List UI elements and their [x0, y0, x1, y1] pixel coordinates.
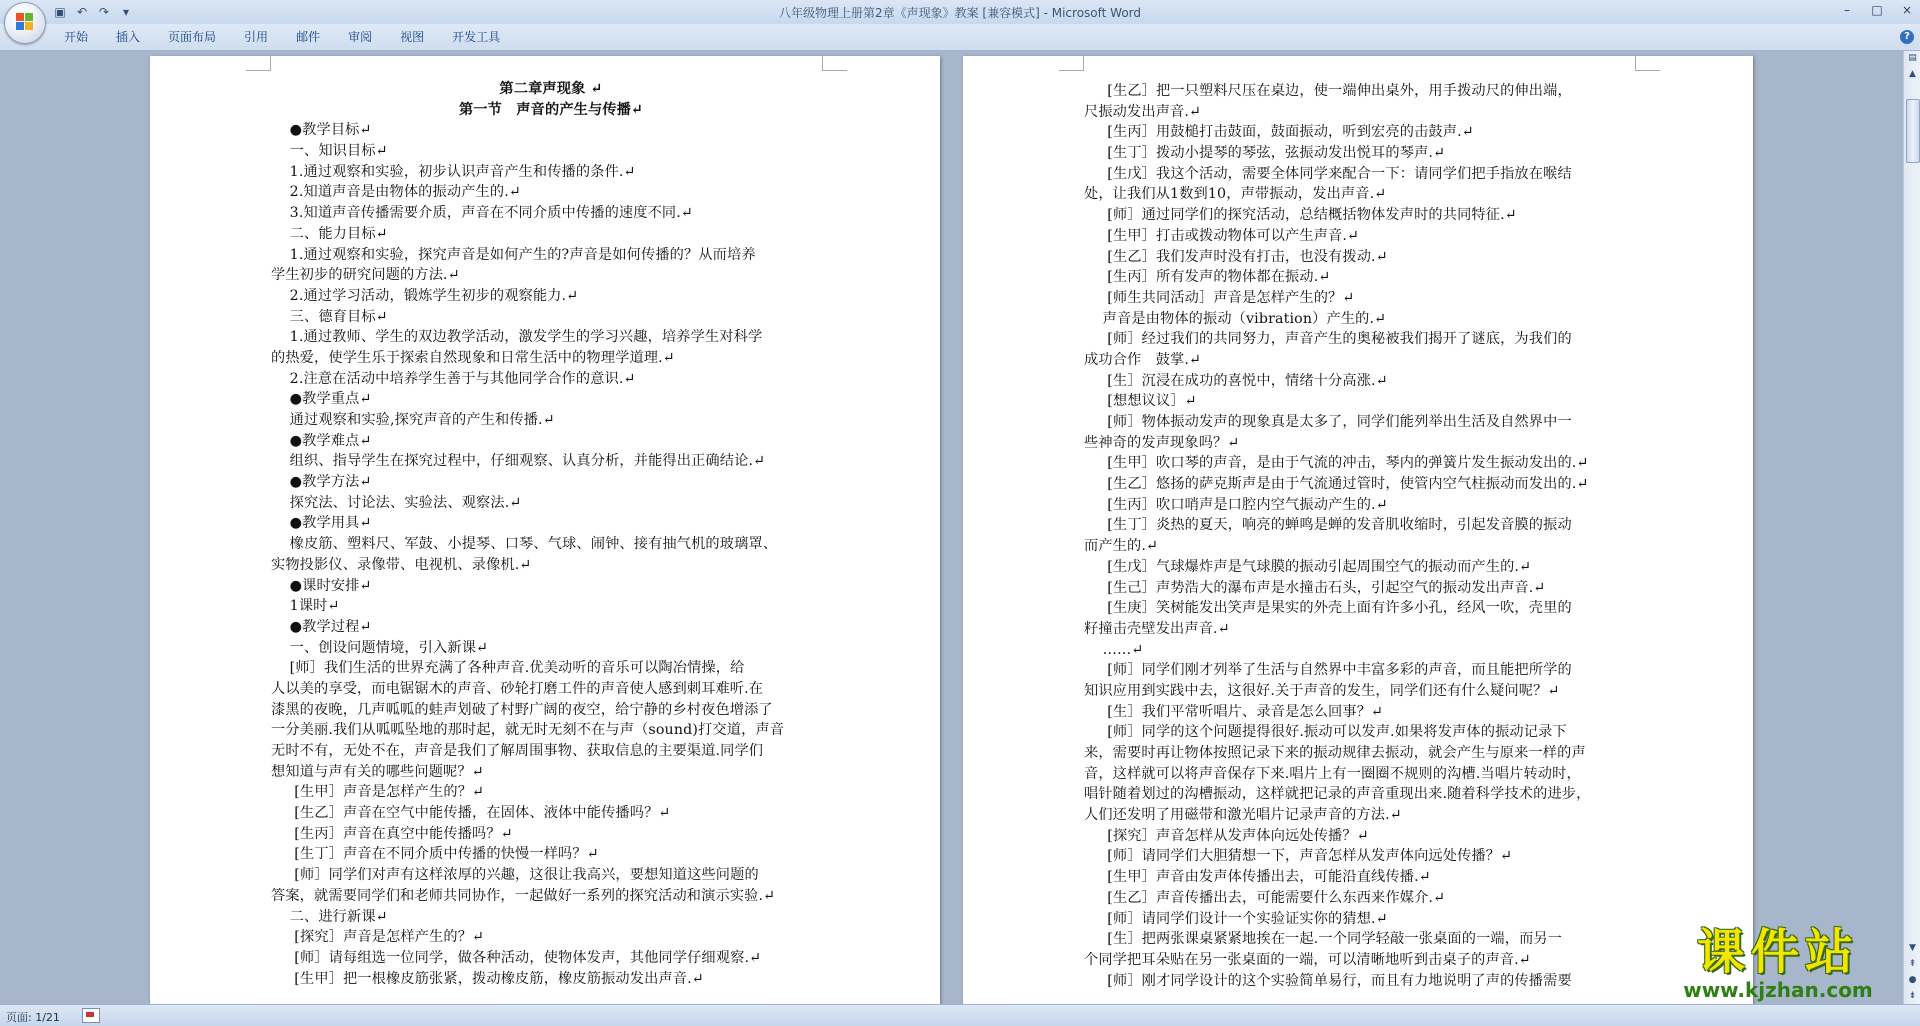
- ribbon: [0, 24, 1920, 51]
- text-line[interactable]: 想知道与声有关的哪些问题呢？↵: [271, 763, 484, 780]
- text-line[interactable]: [生己］声势浩大的瀑布声是水撞击石头，引起空气的振动发出声音.↵: [1084, 579, 1546, 596]
- window-controls: [1840, 2, 1914, 18]
- text-line[interactable]: [师］刚才同学设计的这个实验简单易行，而且有力地说明了声的传播需要: [1084, 972, 1572, 989]
- text-line[interactable]: 2.注意在活动中培养学生善于与其他同学合作的意识.↵: [271, 370, 636, 387]
- text-line[interactable]: 人们还发明了用磁带和激光唱片记录声音的方法.↵: [1084, 807, 1402, 824]
- text-line[interactable]: 成功合作 鼓掌.↵: [1084, 351, 1202, 368]
- text-line[interactable]: [生戊］气球爆炸声是气球膜的振动引起周围空气的振动而产生的.↵: [1084, 558, 1532, 575]
- text-line[interactable]: [生乙］把一只塑料尺压在桌边，使一端伸出桌外，用手拨动尺的伸出端，: [1084, 83, 1572, 99]
- redo-icon[interactable]: ↷: [98, 5, 110, 19]
- save-icon[interactable]: ▣: [54, 5, 66, 19]
- text-line[interactable]: 组织、指导学生在探究过程中，仔细观察、认真分析，并能得出正确结论.↵: [271, 453, 766, 470]
- tab-page-layout[interactable]: 页面布局: [168, 30, 217, 44]
- text-line[interactable]: ●教学过程↵: [271, 618, 372, 635]
- text-line[interactable]: ●教学难点↵: [271, 432, 372, 449]
- text-line[interactable]: [师］同学们刚才列举了生活与自然界中丰富多彩的声音，而且能把所学的: [1084, 662, 1572, 679]
- text-line[interactable]: 一、知识目标↵: [271, 143, 388, 160]
- document-page-2[interactable]: [963, 56, 1753, 1004]
- document-page-1[interactable]: [150, 56, 940, 1004]
- text-line[interactable]: 通过观察和实验,探究声音的产生和传播.↵: [271, 412, 555, 428]
- maximize-button[interactable]: □: [1871, 3, 1883, 17]
- tab-insert[interactable]: 插入: [116, 30, 141, 44]
- watermark-url: www.kjzhan.com: [1683, 978, 1873, 1002]
- tab-review[interactable]: 审阅: [348, 30, 373, 44]
- page-1-text[interactable]: [271, 79, 831, 989]
- text-line[interactable]: 无时不有，无处不在，声音是我们了解周围事物、获取信息的主要渠道.同学们: [271, 743, 764, 759]
- text-line[interactable]: 实物投影仪、录像带、电视机、录像机.↵: [271, 556, 532, 573]
- page-2-text[interactable]: [1084, 81, 1644, 991]
- page-count[interactable]: 页面: 1/21: [6, 1011, 60, 1024]
- tab-home[interactable]: 开始: [64, 30, 89, 44]
- status-bar: [0, 1004, 1920, 1026]
- text-line[interactable]: 橡皮筋、塑料尺、军鼓、小提琴、口琴、气球、闹钟、接有抽气机的玻璃罩、: [271, 536, 778, 553]
- text-line[interactable]: [生甲］打击或拨动物体可以产生声音.↵: [1084, 227, 1360, 244]
- document-area[interactable]: [0, 51, 1903, 1004]
- vertical-scrollbar[interactable]: [1903, 51, 1920, 1004]
- window-title: 八年级物理上册第2章《声现象》教案 [兼容模式] - Microsoft Word: [778, 6, 1142, 20]
- proofing-icon[interactable]: [82, 1008, 100, 1023]
- text-line[interactable]: 的热爱，使学生乐于探索自然现象和日常生活中的物理学道理.↵: [271, 349, 675, 366]
- text-line[interactable]: 探究法、讨论法、实验法、观察法.↵: [271, 494, 522, 511]
- text-line[interactable]: [生甲］吹口琴的声音，是由于气流的冲击，琴内的弹簧片发生振动发出的.↵: [1084, 455, 1589, 472]
- crop-mark: [1635, 56, 1660, 71]
- text-line[interactable]: [生甲］把一根橡皮筋张紧，拨动橡皮筋，橡皮筋振动发出声音.↵: [271, 970, 704, 987]
- text-line[interactable]: [师］同学的这个问题提得很好.振动可以发声.如果将发声体的振动记录下: [1084, 724, 1567, 741]
- text-line[interactable]: 知识应用到实践中去，这很好.关于声音的发生，同学们还有什么疑问呢？↵: [1084, 682, 1560, 699]
- text-line[interactable]: [生乙］我们发声时没有打击，也没有拨动.↵: [1084, 248, 1388, 265]
- text-line[interactable]: 来，需要时再让物体按照记录下来的振动规律去振动，就会产生与原来一样的声: [1084, 745, 1586, 761]
- text-line[interactable]: [师］请同学们设计一个实验证实你的猜想.↵: [1084, 910, 1388, 927]
- text-line[interactable]: 一、创设问题情境，引入新课↵: [271, 639, 489, 656]
- title-bar: [0, 0, 1920, 24]
- text-line[interactable]: [师］经过我们的共同努力，声音产生的奥秘被我们揭开了谜底，为我们的: [1084, 331, 1572, 348]
- tab-references[interactable]: 引用: [244, 30, 269, 44]
- text-line[interactable]: [师］我们生活的世界充满了各种声音.优美动听的音乐可以陶冶情操，给: [271, 660, 745, 677]
- text-line[interactable]: [生乙］声音传播出去，可能需要什么东西来作媒介.↵: [1084, 889, 1446, 906]
- text-line[interactable]: [生乙］悠扬的萨克斯声是由于气流通过管时，使管内空气柱振动而发出的.↵: [1084, 476, 1589, 493]
- text-line[interactable]: [师］通过同学们的探究活动，总结概括物体发声时的共同特征.↵: [1084, 207, 1517, 224]
- watermark-title: 课件站: [1696, 924, 1859, 980]
- ruler-toggle-icon[interactable]: ▤: [1908, 53, 1917, 63]
- text-line[interactable]: 个同学把耳朵贴在另一张桌面的一端，可以清晰地听到击桌子的声音.↵: [1084, 951, 1531, 968]
- scroll-up-icon[interactable]: ▲: [1909, 69, 1916, 79]
- text-line[interactable]: ●教学用具↵: [271, 515, 372, 532]
- text-line[interactable]: 3.知道声音传播需要介质，声音在不同介质中传播的速度不同.↵: [271, 205, 693, 222]
- text-line[interactable]: 些神奇的发声现象吗？↵: [1084, 434, 1240, 451]
- text-line[interactable]: 人以美的享受，而电锯锯木的声音、砂轮打磨工件的声音使人感到刺耳难听.在: [271, 680, 764, 697]
- text-line[interactable]: ●教学重点↵: [271, 391, 372, 408]
- text-line[interactable]: 尺振动发出声音.↵: [1084, 103, 1202, 120]
- crop-mark: [246, 56, 271, 71]
- text-line[interactable]: 1.通过教师、学生的双边教学活动，激发学生的学习兴趣，培养学生对科学: [271, 329, 763, 346]
- text-line[interactable]: 三、德育目标↵: [271, 308, 388, 325]
- text-line[interactable]: 二、能力目标↵: [271, 225, 388, 242]
- text-line[interactable]: [探究］声音怎样从发声体向远处传播？↵: [1084, 827, 1369, 844]
- office-logo-icon: [16, 13, 34, 31]
- next-page-icon[interactable]: ⇟: [1908, 991, 1917, 1001]
- text-line[interactable]: [生丁］拨动小提琴的琴弦，弦振动发出悦耳的琴声.↵: [1084, 145, 1446, 162]
- crop-mark: [1059, 56, 1084, 71]
- text-line[interactable]: [生］我们平常听唱片、录音是怎么回事？↵: [1084, 703, 1384, 720]
- text-line[interactable]: [师］物体振动发声的现象真是太多了，同学们能列举出生活及自然界中一: [1084, 414, 1572, 430]
- text-line[interactable]: [生丁］声音在不同介质中传播的快慢一样吗？↵: [271, 846, 599, 863]
- text-line[interactable]: [师］同学们对声有这样浓厚的兴趣，这很让我高兴，要想知道这些问题的: [271, 867, 759, 884]
- close-button[interactable]: ×: [1901, 3, 1913, 17]
- text-line[interactable]: [生丙］用鼓槌打击鼓面，鼓面振动，听到宏亮的击鼓声.↵: [1084, 124, 1474, 141]
- text-line[interactable]: 1课时↵: [271, 598, 340, 615]
- text-line[interactable]: [生丙］声音在真空中能传播吗？↵: [271, 825, 513, 842]
- text-line[interactable]: [生］把两张课桌紧紧地挨在一起.一个同学轻敲一张桌面的一端，而另一: [1084, 931, 1563, 948]
- text-line[interactable]: [生庚］笑树能发出笑声是果实的外壳上面有许多小孔，经风一吹，壳里的: [1084, 600, 1572, 617]
- scrollbar-thumb[interactable]: [1906, 99, 1920, 163]
- ribbon-tabs: [50, 29, 514, 45]
- text-line[interactable]: 而产生的.↵: [1084, 538, 1159, 555]
- text-line[interactable]: 2.知道声音是由物体的振动产生的.↵: [271, 184, 521, 201]
- text-line[interactable]: [生丙］吹口哨声是口腔内空气振动产生的.↵: [1084, 496, 1388, 513]
- scroll-down-icon[interactable]: ▼: [1909, 943, 1916, 953]
- previous-page-icon[interactable]: ⇞: [1908, 959, 1917, 969]
- office-button[interactable]: [4, 2, 46, 44]
- browse-object-icon[interactable]: ●: [1908, 975, 1917, 985]
- text-line[interactable]: [生］沉浸在成功的喜悦中，情绪十分高涨.↵: [1084, 372, 1388, 389]
- text-line[interactable]: [生甲］声音是怎样产生的？↵: [271, 784, 485, 801]
- customize-icon[interactable]: ▾: [122, 5, 130, 19]
- text-line[interactable]: [师生共同活动］声音是怎样产生的？↵: [1084, 289, 1355, 306]
- text-line[interactable]: 音，这样就可以将声音保存下来.唱片上有一圈圈不规则的沟槽.当唱片转动时，: [1084, 765, 1581, 782]
- text-line[interactable]: 漆黑的夜晚，几声呱呱的蛙声划破了村野广阔的夜空，给宁静的乡村夜色增添了: [271, 701, 773, 718]
- watermark-logo: [1658, 925, 1898, 1007]
- text-line[interactable]: ●教学目标↵: [271, 122, 372, 139]
- tab-developer[interactable]: 开发工具: [452, 30, 501, 44]
- minimize-button[interactable]: –: [1844, 3, 1850, 17]
- text-line[interactable]: 第二章声现象 ↵: [499, 81, 603, 97]
- text-line[interactable]: ●课时安排↵: [271, 577, 372, 594]
- text-line[interactable]: [生戊］我这个活动，需要全体同学来配合一下：请同学们把手指放在喉结: [1084, 165, 1572, 182]
- tab-view[interactable]: 视图: [400, 30, 425, 44]
- text-line[interactable]: 唱针随着划过的沟槽振动，这样就把记录的声音重现出来.随着科学技术的进步，: [1084, 786, 1591, 803]
- crop-mark: [822, 56, 847, 71]
- text-line[interactable]: [想想议议］↵: [1084, 393, 1197, 410]
- text-line[interactable]: 籽撞击壳壁发出声音.↵: [1084, 620, 1230, 637]
- text-line[interactable]: [师］请每组选一位同学，做各种活动，使物体发声，其他同学仔细观察.↵: [271, 949, 762, 966]
- text-line[interactable]: ●教学方法↵: [271, 474, 372, 491]
- text-line[interactable]: 学生初步的研究问题的方法.↵: [271, 267, 460, 284]
- text-line[interactable]: 2.通过学习活动，锻炼学生初步的观察能力.↵: [271, 287, 579, 304]
- text-line[interactable]: ……↵: [1084, 641, 1144, 658]
- undo-icon[interactable]: ↶: [76, 5, 88, 19]
- text-line[interactable]: [生乙］声音在空气中能传播，在固体、液体中能传播吗？↵: [271, 805, 671, 822]
- text-line[interactable]: [生丙］所有发声的物体都在振动.↵: [1084, 269, 1331, 286]
- text-line[interactable]: 答案，就需要同学们和老师共同协作，一起做好一系列的探究活动和演示实验.↵: [271, 887, 776, 904]
- text-line[interactable]: 声音是由物体的振动（vibration）产生的.↵: [1084, 310, 1387, 327]
- text-line[interactable]: 一分美丽.我们从呱呱坠地的那时起，就无时无刻不在与声（sound)打交道，声音: [271, 722, 785, 739]
- text-line[interactable]: 1.通过观察和实验，探究声音是如何产生的?声音是如何传播的？从而培养: [271, 246, 756, 263]
- text-line[interactable]: [师］请同学们大胆猜想一下，声音怎样从发声体向远处传播？↵: [1084, 848, 1513, 865]
- text-line[interactable]: 第一节 声音的产生与传播↵: [458, 101, 644, 118]
- text-line[interactable]: [生丁］炎热的夏天，响亮的蝉鸣是蝉的发音肌收缩时，引起发音膜的振动: [1084, 517, 1572, 534]
- tab-mailings[interactable]: 邮件: [296, 30, 321, 44]
- text-line[interactable]: 1.通过观察和实验，初步认识声音产生和传播的条件.↵: [271, 163, 636, 180]
- help-icon[interactable]: ?: [1900, 30, 1914, 44]
- text-line[interactable]: [生甲］声音由发声体传播出去，可能沿直线传播.↵: [1084, 869, 1431, 886]
- text-line[interactable]: 处，让我们从1数到10，声带振动，发出声音.↵: [1084, 186, 1387, 203]
- text-line[interactable]: [探究］声音是怎样产生的？↵: [271, 929, 485, 946]
- text-line[interactable]: 二、进行新课↵: [271, 908, 388, 925]
